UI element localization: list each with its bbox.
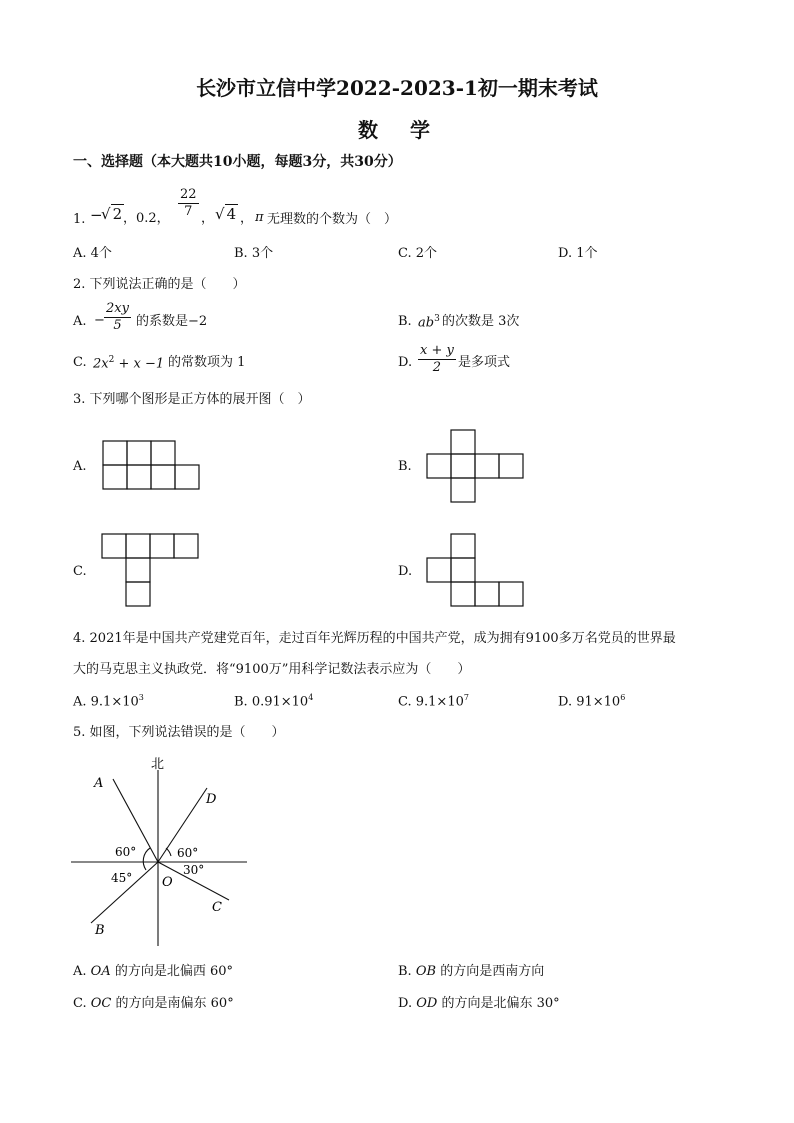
q4-option-b: B. $0.91\times 10^4$ — [234, 693, 314, 710]
q2-c-expr: $2x^2 + x -1$ — [93, 355, 165, 372]
angle-arc-a — [143, 848, 150, 870]
q2-b-text: 的次数是 3次 — [442, 314, 520, 329]
q3-label-c: C. — [73, 564, 87, 579]
q5-option-c: C. OC 的方向是南偏东 60° — [73, 996, 234, 1011]
q4-option-a: A. $9.1\times 10^3$ — [73, 693, 144, 710]
q1-item-0-2: ，0.2， — [123, 211, 170, 226]
angle-label-b: 45° — [111, 871, 133, 885]
q2-stem: 2. 下列说法正确的是（ ） — [73, 277, 246, 292]
q1-option-a: A. 4个 — [73, 246, 112, 261]
section-heading: 一、选择题（本大题共10小题，每题3分，共30分） — [73, 154, 402, 170]
q2-d-label: D. — [398, 355, 413, 370]
q1-option-c: C. 2个 — [398, 246, 438, 261]
q1-fraction: $\frac{22}{7}$ — [180, 187, 197, 220]
q3-label-d: D. — [398, 564, 413, 579]
q5-option-a: A. OA 的方向是北偏西 60° — [73, 964, 234, 979]
subject-title: 数 学 — [358, 118, 436, 142]
q2-d-text: 是多项式 — [458, 355, 511, 370]
q2-a-text: 的系数是−2 — [136, 314, 208, 329]
q1-sqrt4: √ 4 — [215, 205, 237, 223]
north-label: 北 — [151, 757, 165, 772]
q2-c-text: 的常数项为 1 — [168, 355, 246, 370]
label-d: D — [206, 792, 217, 807]
q3-label-a: A. — [73, 459, 87, 474]
q2-b-label: B. — [398, 314, 412, 329]
q1-sqrt2: √ 2 — [101, 205, 123, 223]
q1-option-b: B. 3个 — [234, 246, 274, 261]
label-a: A — [94, 776, 104, 791]
q2-a-minus: − — [94, 313, 105, 328]
q1-comma-2: ， — [240, 211, 254, 226]
page-title: 长沙市立信中学2022-2023-1初一期末考试 — [196, 76, 598, 100]
angle-arc-d — [166, 848, 171, 856]
angle-label-a: 60° — [115, 845, 137, 859]
q1-comma: ， — [201, 211, 215, 226]
label-b: B — [95, 923, 105, 938]
label-c: C — [212, 900, 222, 915]
q1-stem: 无理数的个数为（ ） — [267, 212, 398, 227]
q5-option-b: B. OB 的方向是西南方向 — [398, 964, 545, 979]
q4-line1: 4. 2021年是中国共产党建党百年，走过百年光辉历程的中国共产党，成为拥有9100多万名党员的世界最 — [73, 631, 676, 646]
q3-stem: 3. 下列哪个图形是正方体的展开图（ ） — [73, 392, 311, 407]
q2-c-label: C. — [73, 355, 87, 370]
q1-minus: − — [90, 206, 103, 224]
q4-option-d: D. $91\times 10^6$ — [558, 693, 626, 710]
q2-b-expr: $ab^3$ — [418, 314, 440, 331]
q1-pi: π — [255, 210, 264, 225]
angle-label-d: 60° — [177, 846, 199, 860]
q1-number: 1. — [73, 212, 86, 227]
label-o: O — [162, 875, 173, 890]
q5-option-d: D. OD 的方向是北偏东 30° — [398, 996, 560, 1011]
q2-a-fraction: $\frac{2xy}{5}$ — [106, 301, 129, 334]
angle-label-c: 30° — [183, 863, 205, 877]
q1-option-d: D. 1个 — [558, 246, 598, 261]
q4-line2: 大的马克思主义执政党．将“9100万”用科学记数法表示应为（ ） — [73, 662, 471, 677]
q3-label-b: B. — [398, 459, 412, 474]
q2-d-fraction: $\frac{x + y}{2}$ — [420, 343, 454, 376]
q4-option-c: C. $9.1\times 10^7$ — [398, 693, 469, 710]
q2-a-label: A. — [73, 314, 87, 329]
q5-stem: 5. 如图，下列说法错误的是（ ） — [73, 725, 285, 740]
